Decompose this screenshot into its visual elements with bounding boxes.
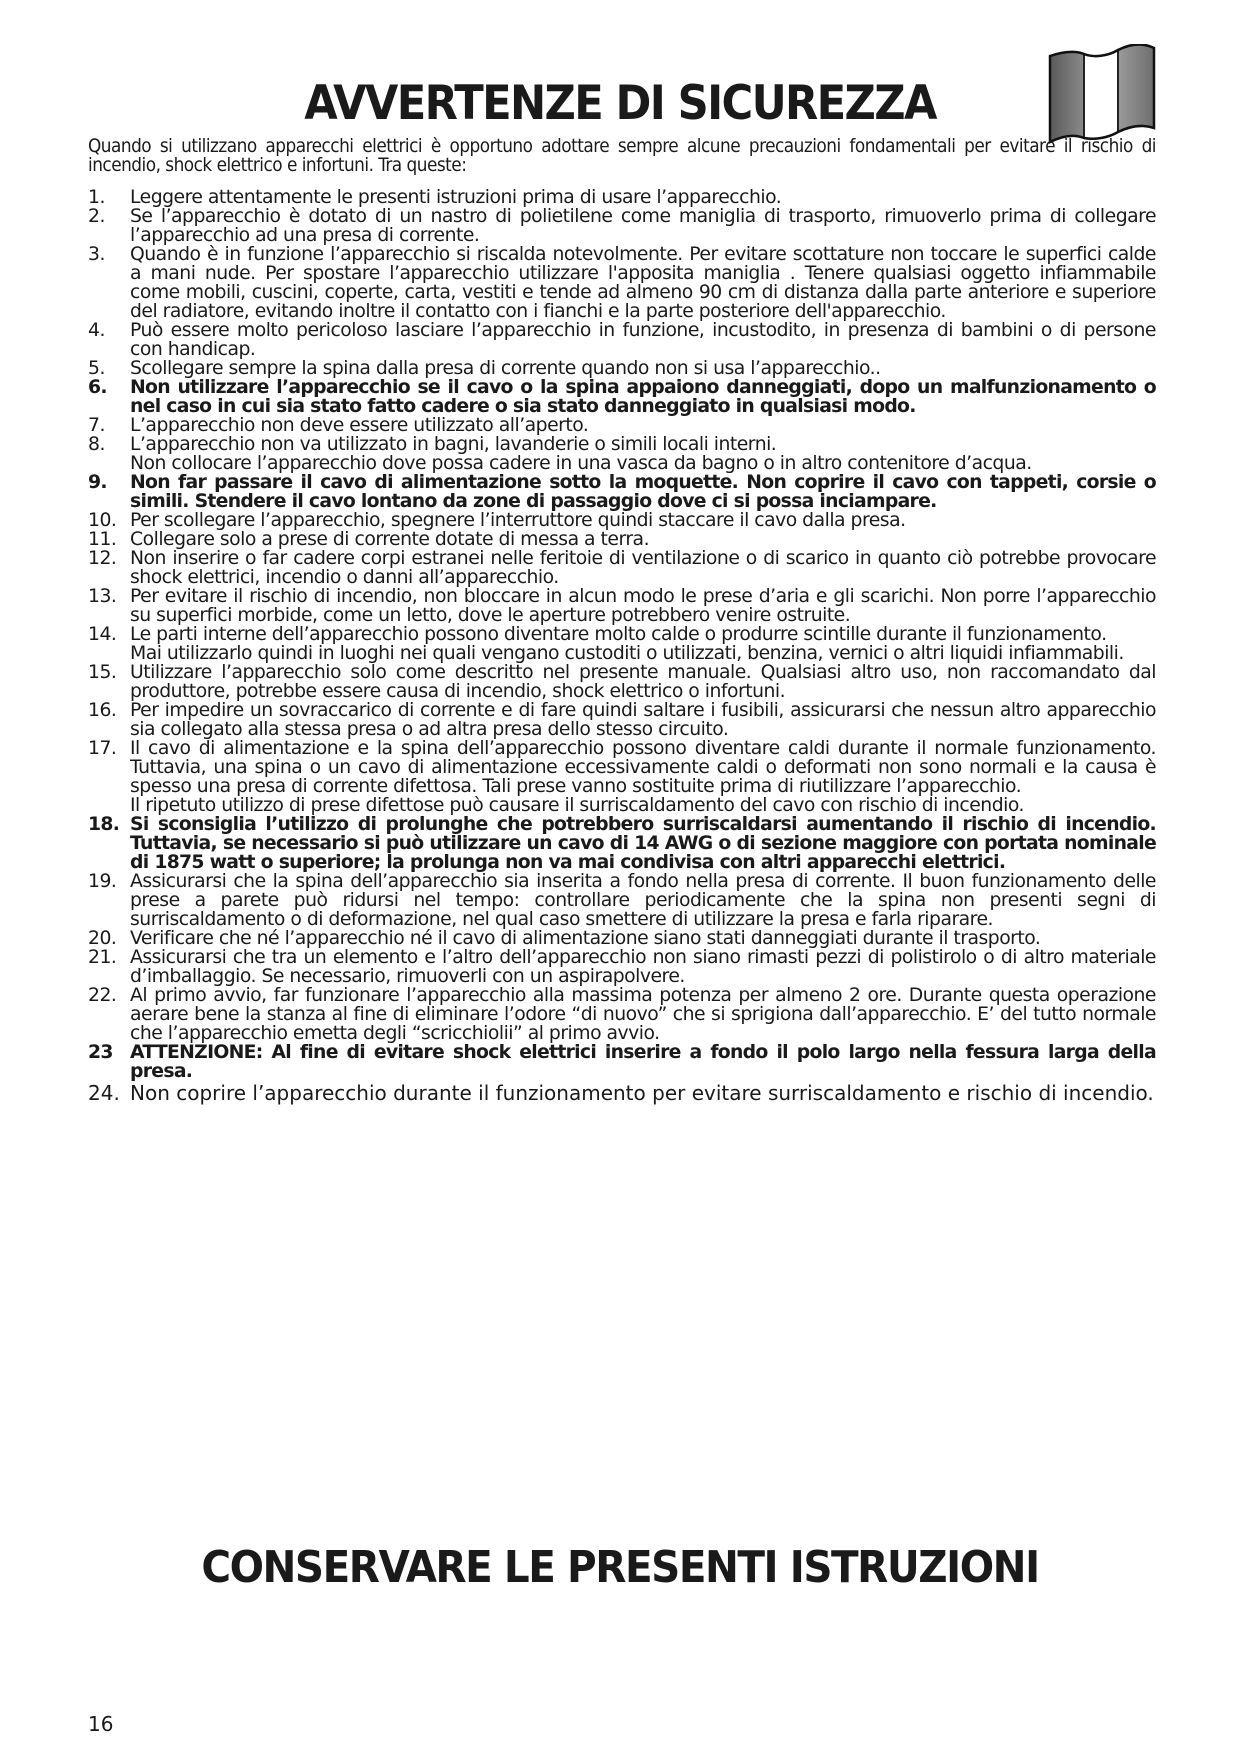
list-item <box>88 986 1156 1043</box>
list-item-number: 22. <box>88 985 117 1006</box>
list-item-number: 9. <box>88 472 107 493</box>
list-item-number: 1. <box>88 187 105 208</box>
list-item-paragraph: Non collocare l’apparecchio dove possa cadere in una vasca da bagno o in altro contenitore d’acqua. <box>130 453 1032 474</box>
list-item-number: 17. <box>88 738 117 759</box>
safety-warnings-list <box>88 188 1156 1105</box>
list-item-text <box>130 530 1156 549</box>
list-item-paragraph: Non inserire o far cadere corpi estranei nelle feritoie di ventilazione o di scarico in quanto ciò potrebbe provocare shock elettrici, incendio o danni all’apparecchio. <box>130 548 1156 588</box>
list-item-number: 16. <box>88 700 117 721</box>
list-item-paragraph: Assicurarsi che tra un elemento e l’altro dell’apparecchio non siano rimasti pezzi di polistirolo o di altro materiale d’imballaggio. Se necessario, rimuoverli con un aspirapolvere. <box>130 947 1156 987</box>
list-item <box>88 511 1156 530</box>
list-item-paragraph: Non coprire l’apparecchio durante il funzionamento per evitare surriscaldamento e rischio di incendio. <box>130 1081 1154 1105</box>
list-item <box>88 815 1156 872</box>
list-item-text <box>130 207 1156 245</box>
list-item <box>88 701 1156 739</box>
list-item-text <box>130 473 1156 511</box>
list-item-paragraph: Può essere molto pericoloso lasciare l’apparecchio in funzione, incustodito, in presenza di bambini o di persone con handicap. <box>130 320 1156 360</box>
list-item-number: 3. <box>88 244 105 265</box>
list-item <box>88 321 1156 359</box>
list-item <box>88 739 1156 815</box>
list-item-number: 20. <box>88 928 117 949</box>
list-item-paragraph: Le parti interne dell’apparecchio possono diventare molto calde o produrre scintille durante il funzionamento. <box>130 624 1107 645</box>
list-item-text <box>130 416 1156 435</box>
list-item-text <box>130 929 1156 948</box>
list-item-paragraph: Per impedire un sovraccarico di corrente e di fare quindi saltare i fusibili, assicurarsi che nessun altro apparecchio sia collegato alla stessa presa o ad altra presa dello stesso circuito. <box>130 700 1156 740</box>
list-item-text <box>130 359 1156 378</box>
list-item <box>88 530 1156 549</box>
list-item <box>88 207 1156 245</box>
list-item-text <box>130 245 1156 321</box>
list-item <box>88 245 1156 321</box>
list-item <box>88 872 1156 929</box>
page-number: 16 <box>88 1712 114 1736</box>
list-item-text <box>130 872 1156 929</box>
list-item-paragraph: Il ripetuto utilizzo di prese difettose può causare il surriscaldamento del cavo con rischio di incendio. <box>130 795 1024 816</box>
list-item-number: 5. <box>88 358 105 379</box>
list-item-number: 7. <box>88 415 105 436</box>
list-item-number: 8. <box>88 434 105 455</box>
list-item-number: 12. <box>88 548 117 569</box>
list-item <box>88 663 1156 701</box>
list-item-paragraph: L’apparecchio non deve essere utilizzato all’aperto. <box>130 415 589 436</box>
list-item-text <box>130 815 1156 872</box>
list-item <box>88 359 1156 378</box>
list-item-paragraph: Per scollegare l’apparecchio, spegnere l’interruttore quindi staccare il cavo dalla presa. <box>130 510 906 531</box>
list-item-paragraph: Scollegare sempre la spina dalla presa di corrente quando non si usa l’apparecchio.. <box>130 358 881 379</box>
list-item-paragraph: Mai utilizzarlo quindi in luoghi nei quali vengano custoditi o utilizzati, benzina, vernici o altri liquidi infiammabili. <box>130 643 1124 664</box>
list-item-text <box>130 549 1156 587</box>
list-item-paragraph: Se l’apparecchio è dotato di un nastro di polietilene come maniglia di trasporto, rimuoverlo prima di collegare l’apparecchio ad una presa di corrente. <box>130 206 1156 246</box>
list-item-text <box>130 663 1156 701</box>
page-title: AVVERTENZE DI SICUREZZA <box>304 76 936 131</box>
list-item-text <box>130 948 1156 986</box>
list-item-text <box>130 188 1156 207</box>
list-item <box>88 549 1156 587</box>
list-item-paragraph: Non far passare il cavo di alimentazione sotto la moquette. Non coprire il cavo con tappeti, corsie o simili. Stendere il cavo lontano da zone di passaggio dove ci si possa inciampare. <box>130 472 1156 512</box>
list-item-number: 21. <box>88 947 117 968</box>
list-item <box>88 378 1156 416</box>
list-item-number: 24. <box>88 1081 120 1105</box>
list-item-text <box>130 1081 1156 1105</box>
list-item-number: 15. <box>88 662 117 683</box>
list-item <box>88 948 1156 986</box>
list-item <box>88 188 1156 207</box>
list-item-paragraph: Assicurarsi che la spina dell’apparecchio sia inserita a fondo nella presa di corrente. Il buon funzionamento delle prese a parete può ridursi nel tempo: controllare periodicamente che la spina non presenti segni di surriscaldamento o di deformazione, nel qual caso smettere di utilizzare la presa e farla riparare. <box>130 871 1156 930</box>
list-item-text <box>130 378 1156 416</box>
list-item-number: 18. <box>88 814 120 835</box>
list-item-text <box>130 511 1156 530</box>
list-item-number: 6. <box>88 377 107 398</box>
list-item-number: 11. <box>88 529 117 550</box>
list-item-number: 19. <box>88 871 117 892</box>
list-item-paragraph: Collegare solo a prese di corrente dotate di messa a terra. <box>130 529 650 550</box>
list-item-number: 13. <box>88 586 117 607</box>
list-item-text <box>130 587 1156 625</box>
list-item-text <box>130 321 1156 359</box>
list-item <box>88 1081 1156 1105</box>
list-item-paragraph: Il cavo di alimentazione e la spina dell’apparecchio possono diventare caldi durante il normale funzionamento. Tuttavia, una spina o un cavo di alimentazione eccessivamente caldi o deformati non sono normali e la causa è spesso una presa di corrente difettosa. Tali prese vanno sostituite prima di riutilizzare l’apparecchio. <box>130 738 1156 797</box>
list-item-paragraph: Al primo avvio, far funzionare l’apparecchio alla massima potenza per almeno 2 ore. Durante questa operazione aerare bene la stanza al fine di eliminare l’odore “di nuovo” che si sprigiona dall’apparecchio. E’ del tutto normale che l’apparecchio emetta degli “scricchiolii” al primo avvio. <box>130 985 1156 1044</box>
list-item-text <box>130 701 1156 739</box>
list-item-number: 23 <box>88 1042 113 1063</box>
list-item <box>88 473 1156 511</box>
list-item-number: 14. <box>88 624 117 645</box>
list-item-paragraph: Si sconsiglia l’utilizzo di prolunghe che potrebbero surriscaldarsi aumentando il rischio di incendio. Tuttavia, se necessario si può utilizzare un cavo di 14 AWG o di sezione maggiore con portata nominale di 1875 watt o superiore; la prolunga non va mai condivisa con altri apparecchi elettrici. <box>130 814 1156 873</box>
intro-paragraph: Quando si utilizzano apparecchi elettrici è opportuno adottare sempre alcune precauzioni fondamentali per evitare il rischio di incendio, shock elettrico e infortuni. Tra queste: <box>88 136 1156 176</box>
list-item-paragraph: Verificare che né l’apparecchio né il cavo di alimentazione siano stati danneggiati durante il trasporto. <box>130 928 1041 949</box>
list-item-number: 4. <box>88 320 105 341</box>
list-item <box>88 416 1156 435</box>
list-item-paragraph: Quando è in funzione l’apparecchio si riscalda notevolmente. Per evitare scottature non toccare le superfici calde a mani nude. Per spostare l’apparecchio utilizzare l'apposita maniglia . Tenere qualsiasi oggetto infiammabile come mobili, cuscini, coperte, carta, vestiti e tende ad almeno 90 cm di distanza dalla parte anteriore e superiore del radiatore, evitando inoltre il contatto con i fianchi e la parte posteriore dell'apparecchio. <box>130 244 1156 322</box>
list-item-paragraph: ATTENZIONE: Al fine di evitare shock elettrici inserire a fondo il polo largo nella fessura larga della presa. <box>130 1042 1156 1082</box>
list-item-number: 10. <box>88 510 117 531</box>
footer-title: CONSERVARE LE PRESENTI ISTRUZIONI <box>201 1542 1039 1593</box>
list-item-text <box>130 625 1156 663</box>
list-item-text <box>130 986 1156 1043</box>
list-item-paragraph: L’apparecchio non va utilizzato in bagni, lavanderie o simili locali interni. <box>130 434 777 455</box>
list-item-paragraph: Utilizzare l’apparecchio solo come descritto nel presente manuale. Qualsiasi altro uso, non raccomandato dal produttore, potrebbe essere causa di incendio, shock elettrico o infortuni. <box>130 662 1156 702</box>
list-item-paragraph: Per evitare il rischio di incendio, non bloccare in alcun modo le prese d’aria e gli scarichi. Non porre l’apparecchio su superfici morbide, come un letto, dove le aperture potrebbero venire ostruite. <box>130 586 1156 626</box>
list-item <box>88 625 1156 663</box>
list-item-paragraph: Non utilizzare l’apparecchio se il cavo o la spina appaiono danneggiati, dopo un malfunzionamento o nel caso in cui sia stato fatto cadere o sia stato danneggiato in qualsiasi modo. <box>130 377 1156 417</box>
list-item-text <box>130 1043 1156 1081</box>
list-item <box>88 435 1156 473</box>
list-item <box>88 929 1156 948</box>
list-item <box>88 587 1156 625</box>
list-item-paragraph: Leggere attentamente le presenti istruzioni prima di usare l’apparecchio. <box>130 187 782 208</box>
list-item-number: 2. <box>88 206 105 227</box>
list-item <box>88 1043 1156 1081</box>
list-item-text <box>130 435 1156 473</box>
list-item-text <box>130 739 1156 815</box>
